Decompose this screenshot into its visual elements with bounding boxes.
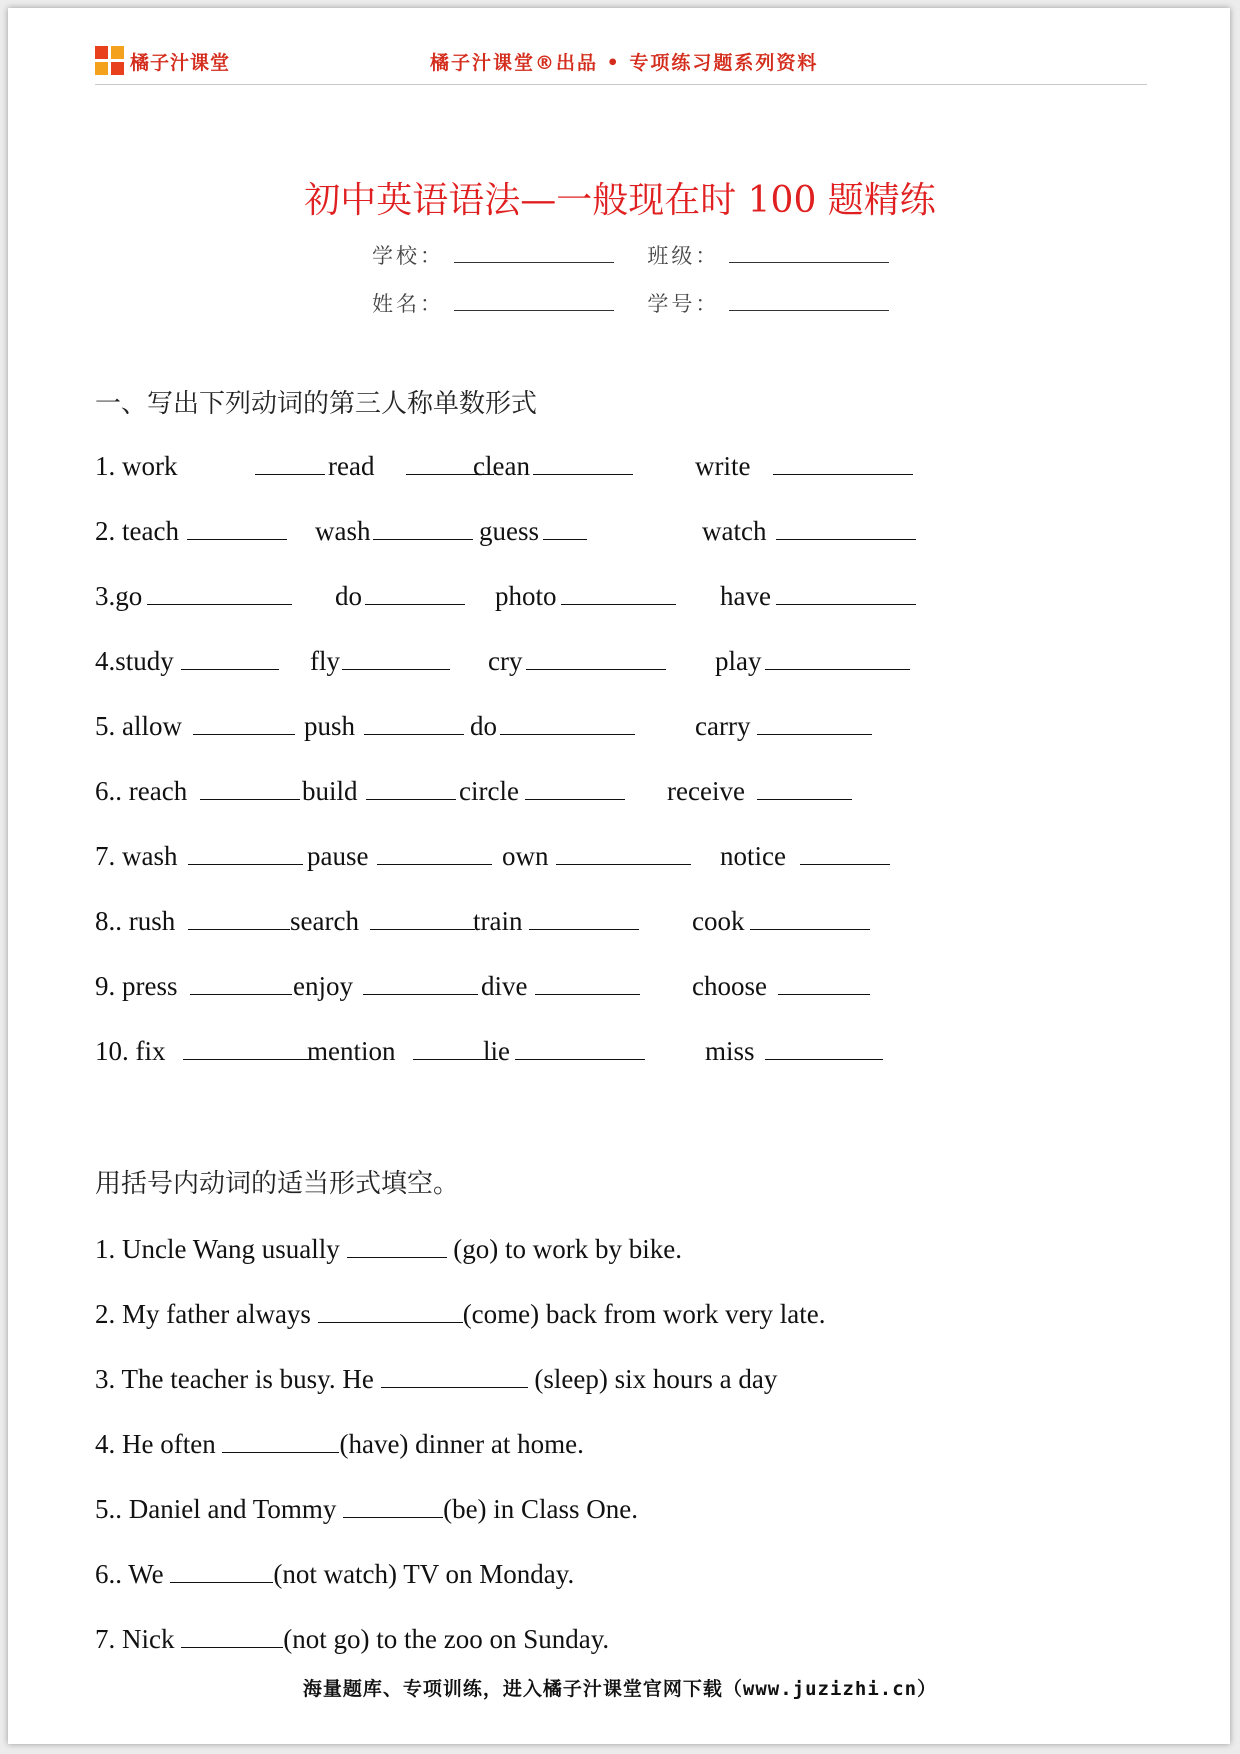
sentence-start: 5.. Daniel and Tommy — [95, 1494, 344, 1524]
verb-item — [95, 450, 325, 482]
answer-blank[interactable] — [778, 970, 870, 995]
verb-item — [302, 775, 456, 807]
verb-row — [95, 710, 1095, 744]
answer-blank[interactable] — [364, 710, 464, 735]
verb-word: photo — [495, 581, 557, 611]
verb-word: guess — [479, 516, 539, 546]
verb-item — [483, 1035, 645, 1067]
worksheet-title: 初中英语语法—一般现在时 100 题精练 — [304, 180, 936, 221]
sentence-start: 1. Uncle Wang usually — [95, 1234, 347, 1264]
answer-blank[interactable] — [347, 1233, 447, 1258]
verb-word: 4.study — [95, 646, 174, 676]
brand-logo-text: 橘子汁课堂 — [130, 51, 231, 74]
verb-item — [95, 1035, 315, 1067]
verb-word: 1. work — [95, 451, 178, 481]
school-label: 学校： — [372, 244, 444, 268]
verb-word: watch — [702, 516, 767, 546]
class-field[interactable] — [729, 242, 889, 263]
verb-word: have — [720, 581, 771, 611]
sentence-item — [95, 1623, 609, 1655]
verb-item — [95, 905, 290, 937]
answer-blank[interactable] — [255, 450, 325, 475]
answer-blank[interactable] — [515, 1035, 645, 1060]
answer-blank[interactable] — [222, 1428, 339, 1453]
verb-item — [459, 775, 625, 807]
sentence-item — [95, 1493, 638, 1525]
sentence-start: 2. My father always — [95, 1299, 318, 1329]
answer-blank[interactable] — [381, 1363, 528, 1388]
answer-blank[interactable] — [363, 970, 478, 995]
info-row-school-class — [372, 240, 889, 270]
sentence-item — [95, 1298, 826, 1330]
verb-item — [95, 515, 287, 547]
verb-word: play — [715, 646, 762, 676]
verb-item — [692, 970, 870, 1002]
answer-blank[interactable] — [800, 840, 890, 865]
verb-word: train — [473, 906, 523, 936]
verb-item — [502, 840, 691, 872]
answer-blank[interactable] — [525, 775, 625, 800]
verb-word: wash — [315, 516, 371, 546]
verb-word: push — [304, 711, 356, 741]
verb-item — [95, 710, 295, 742]
sentence-end: (not go) to the zoo on Sunday. — [283, 1624, 610, 1654]
verb-word: notice — [720, 841, 786, 871]
sentence-item — [95, 1363, 777, 1395]
answer-blank[interactable] — [373, 515, 473, 540]
verb-word: circle — [459, 776, 519, 806]
sentence-item — [95, 1558, 574, 1590]
verb-item — [315, 515, 473, 547]
verb-item — [307, 840, 492, 872]
id-label: 学号： — [647, 292, 720, 316]
verb-word: cook — [692, 906, 745, 936]
verb-item — [473, 450, 633, 482]
verb-item — [328, 450, 494, 482]
verb-item — [95, 645, 279, 677]
verb-item — [95, 840, 303, 872]
sentence-end: (have) dinner at home. — [339, 1429, 584, 1459]
class-label: 班级： — [647, 244, 720, 268]
verb-word: 3.go — [95, 581, 143, 611]
verb-item — [695, 710, 872, 742]
verb-word: dive — [481, 971, 528, 1001]
answer-blank[interactable] — [543, 515, 587, 540]
verb-item — [310, 645, 450, 677]
verb-item — [667, 775, 852, 807]
verb-word: miss — [705, 1036, 755, 1066]
verb-word: fly — [310, 646, 340, 676]
verb-word: cry — [488, 646, 523, 676]
answer-blank[interactable] — [535, 970, 640, 995]
answer-blank[interactable] — [757, 710, 872, 735]
answer-blank[interactable] — [181, 645, 279, 670]
verb-item — [715, 645, 910, 677]
sentence-end: (be) in Class One. — [443, 1494, 639, 1524]
verb-word: 6.. reach — [95, 776, 188, 806]
sentence-start: 3. The teacher is busy. He — [95, 1364, 381, 1394]
name-label: 姓名： — [372, 292, 444, 316]
verb-item — [720, 580, 916, 612]
answer-blank[interactable] — [773, 450, 913, 475]
verb-item — [488, 645, 666, 677]
answer-blank[interactable] — [188, 840, 303, 865]
answer-blank[interactable] — [343, 1493, 443, 1518]
answer-blank[interactable] — [366, 775, 456, 800]
verb-word: clean — [473, 451, 530, 481]
answer-blank[interactable] — [776, 515, 916, 540]
verb-row — [95, 580, 1095, 614]
verb-word: 9. press — [95, 971, 178, 1001]
verb-item — [290, 905, 475, 937]
verb-item — [335, 580, 465, 612]
verb-word: own — [502, 841, 549, 871]
verb-item — [470, 710, 635, 742]
name-field[interactable] — [454, 290, 614, 311]
sentence-end: (come) back from work very late. — [462, 1299, 826, 1329]
verb-item — [307, 1035, 498, 1067]
verb-item — [95, 775, 300, 807]
verb-row — [95, 775, 1095, 809]
answer-blank[interactable] — [365, 580, 465, 605]
verb-item — [695, 450, 913, 482]
verb-word: enjoy — [293, 971, 353, 1001]
answer-blank[interactable] — [377, 840, 492, 865]
verb-row — [95, 905, 1095, 939]
verb-item — [720, 840, 890, 872]
answer-blank[interactable] — [188, 905, 290, 930]
verb-word: lie — [483, 1036, 510, 1066]
answer-blank[interactable] — [750, 905, 870, 930]
verb-word: choose — [692, 971, 767, 1001]
verb-word: 10. fix — [95, 1036, 166, 1066]
verb-row — [95, 970, 1095, 1004]
answer-blank[interactable] — [529, 905, 639, 930]
answer-blank[interactable] — [526, 645, 666, 670]
answer-blank[interactable] — [183, 1035, 315, 1060]
verb-item — [95, 580, 292, 612]
answer-blank[interactable] — [765, 1035, 883, 1060]
verb-item — [481, 970, 640, 1002]
verb-item — [293, 970, 478, 1002]
verb-item — [495, 580, 676, 612]
verb-row — [95, 645, 1095, 679]
section1-title: 一、写出下列动词的第三人称单数形式 — [95, 389, 538, 419]
sentence-end: (sleep) six hours a day — [527, 1364, 778, 1394]
school-field[interactable] — [454, 242, 614, 263]
answer-blank[interactable] — [190, 970, 292, 995]
id-field[interactable] — [729, 290, 889, 311]
verb-item — [473, 905, 639, 937]
answer-blank[interactable] — [200, 775, 300, 800]
verb-word: 5. allow — [95, 711, 182, 741]
answer-blank[interactable] — [500, 710, 635, 735]
verb-word: 8.. rush — [95, 906, 176, 936]
header-title: 橘子汁课堂®出品 • 专项练习题系列资料 — [430, 52, 819, 74]
answer-blank[interactable] — [556, 840, 691, 865]
brand-logo — [95, 46, 230, 76]
answer-blank[interactable] — [187, 515, 287, 540]
verb-word: pause — [307, 841, 369, 871]
verb-word: write — [695, 451, 751, 481]
answer-blank[interactable] — [561, 580, 676, 605]
answer-blank[interactable] — [181, 1623, 283, 1648]
verb-row — [95, 450, 1095, 484]
answer-blank[interactable] — [170, 1558, 273, 1583]
verb-item — [95, 970, 292, 1002]
sentence-end: (not watch) TV on Monday. — [273, 1559, 575, 1589]
verb-word: do — [470, 711, 497, 741]
answer-blank[interactable] — [765, 645, 910, 670]
verb-row — [95, 840, 1095, 874]
page-header — [95, 40, 1147, 85]
sentence-item — [95, 1428, 584, 1460]
answer-blank[interactable] — [757, 775, 852, 800]
sentence-item — [95, 1233, 682, 1265]
sentence-start: 4. He often — [95, 1429, 223, 1459]
verb-word: mention — [307, 1036, 396, 1066]
answer-blank[interactable] — [370, 905, 475, 930]
verb-word: carry — [695, 711, 751, 741]
verb-item — [304, 710, 464, 742]
verb-word: receive — [667, 776, 745, 806]
brand-logo-icon — [95, 46, 125, 76]
info-row-name-id — [372, 288, 889, 318]
verb-word: 2. teach — [95, 516, 179, 546]
verb-word: build — [302, 776, 358, 806]
answer-blank[interactable] — [318, 1298, 463, 1323]
verb-word: do — [335, 581, 362, 611]
answer-blank[interactable] — [533, 450, 633, 475]
sentence-start: 7. Nick — [95, 1624, 182, 1654]
verb-item — [702, 515, 916, 547]
verb-word: read — [328, 451, 375, 481]
verb-row — [95, 1035, 1095, 1069]
page-footer: 海量题库、专项训练，进入橘子汁课堂官网下载（www.juzizhi.cn） — [302, 1678, 938, 1700]
sentence-start: 6.. We — [95, 1559, 171, 1589]
verb-word: 7. wash — [95, 841, 178, 871]
section2-title: 用括号内动词的适当形式填空。 — [95, 1169, 460, 1199]
verb-word: search — [290, 906, 359, 936]
verb-item — [705, 1035, 883, 1067]
answer-blank[interactable] — [342, 645, 450, 670]
answer-blank[interactable] — [147, 580, 292, 605]
answer-blank[interactable] — [776, 580, 916, 605]
verb-item — [479, 515, 587, 547]
answer-blank[interactable] — [193, 710, 295, 735]
verb-item — [692, 905, 870, 937]
verb-row — [95, 515, 1095, 549]
sentence-end: (go) to work by bike. — [446, 1234, 682, 1264]
